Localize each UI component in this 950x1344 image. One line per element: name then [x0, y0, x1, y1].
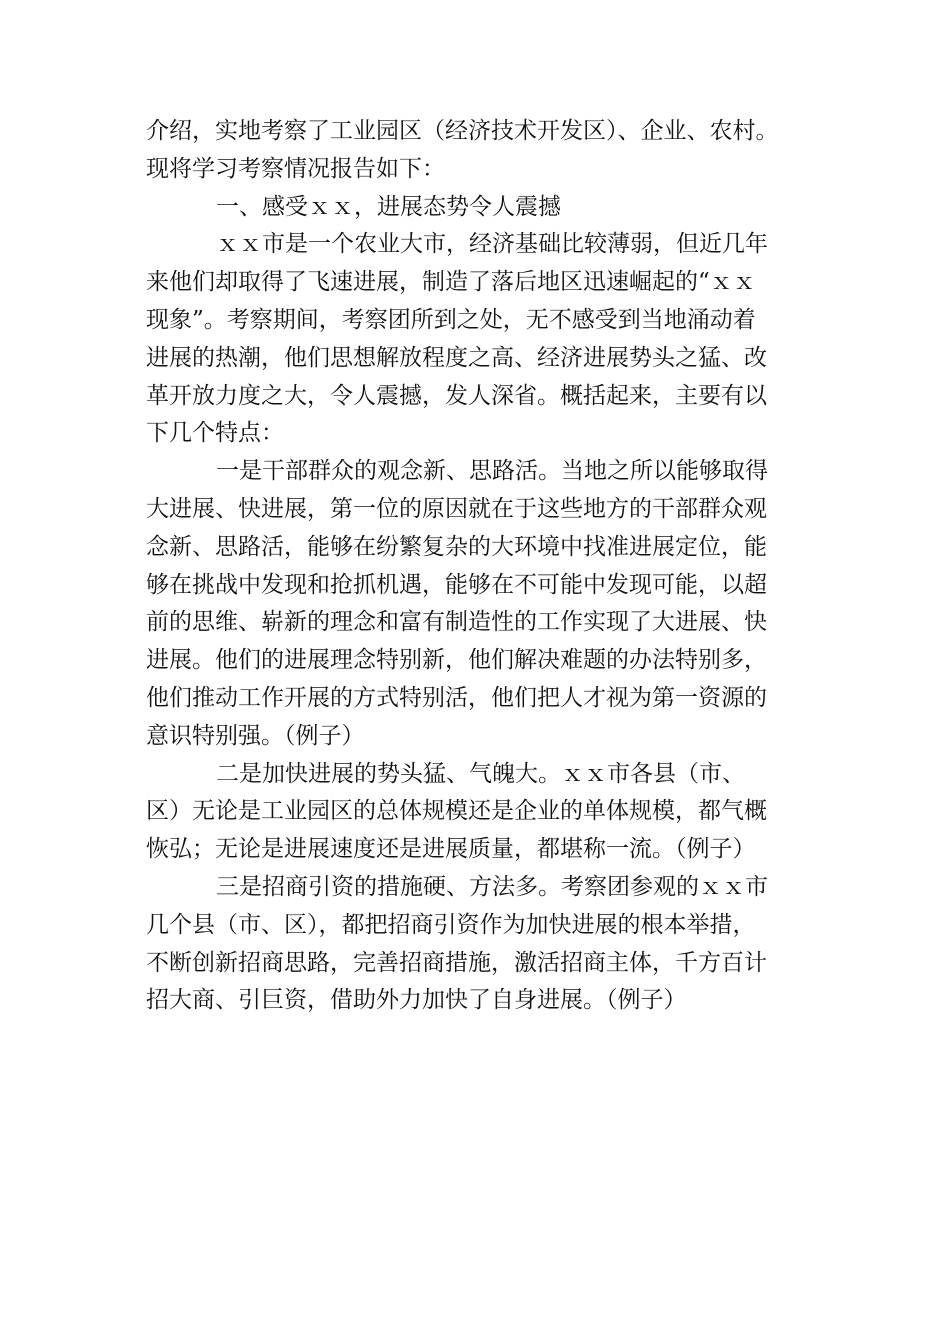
text-line: ｘｘ市是一个农业大市，经济基础比较薄弱，但近几年 [216, 231, 768, 258]
text-line: 三是招商引资的措施硬、方法多。考察团参观的ｘｘ市 [216, 873, 768, 900]
text-line: 介绍，实地考察了工业园区（经济技术开发区）、企业、农村。 [146, 118, 779, 144]
text-line: 下几个特点： [146, 420, 284, 447]
text-line: 够在挑战中发现和抢抓机遇，能够在不可能中发现可能，以超 [146, 571, 767, 598]
text-line: 一是干部群众的观念新、思路活。当地之所以能够取得 [216, 458, 768, 485]
text-line: 不断创新招商思路，完善招商措施，激活招商主体，千方百计 [146, 949, 767, 976]
text-line: 几个县（市、区），都把招商引资作为加快进展的根本举措， [146, 911, 756, 938]
text-line: 二是加快进展的势头猛、气魄大。ｘｘ市各县（市、 [216, 760, 745, 787]
text-line: 一、感受ｘｘ，进展态势令人震撼 [216, 193, 561, 220]
text-line: 他们推动工作开展的方式特别活，他们把人才视为第一资源的 [146, 684, 767, 711]
text-line: 招大商、引巨资，借助外力加快了自身进展。（例子） [146, 987, 687, 1014]
document-body [146, 113, 806, 1020]
text-line: 现象”。考察期间，考察团所到之处，无不感受到当地涌动着 [146, 306, 756, 333]
text-line: 大进展、快进展，第一位的原因就在于这些地方的干部群众观 [146, 495, 767, 522]
text-line: 革开放力度之大，令人震撼，发人深省。概括起来，主要有以 [146, 382, 767, 409]
text-line: 进展的热潮，他们思想解放程度之高、经济进展势头之猛、改 [146, 344, 767, 371]
text-line: 区）无论是工业园区的总体规模还是企业的单体规模，都气概 [146, 798, 767, 825]
text-line: 意识特别强。（例子） [146, 722, 365, 749]
text-line: 恢弘；无论是进展速度还是进展质量，都堪称一流。（例子） [146, 836, 756, 863]
text-line: 来他们却取得了飞速进展，制造了落后地区迅速崛起的“ｘｘ [146, 269, 756, 296]
text-line: 现将学习考察情况报告如下： [146, 155, 445, 182]
text-line: 进展。他们的进展理念特别新，他们解决难题的办法特别多， [146, 647, 767, 674]
text-line: 念新、思路活，能够在纷繁复杂的大环境中找准进展定位，能 [146, 533, 767, 560]
text-line: 前的思维、崭新的理念和富有制造性的工作实现了大进展、快 [146, 609, 767, 636]
